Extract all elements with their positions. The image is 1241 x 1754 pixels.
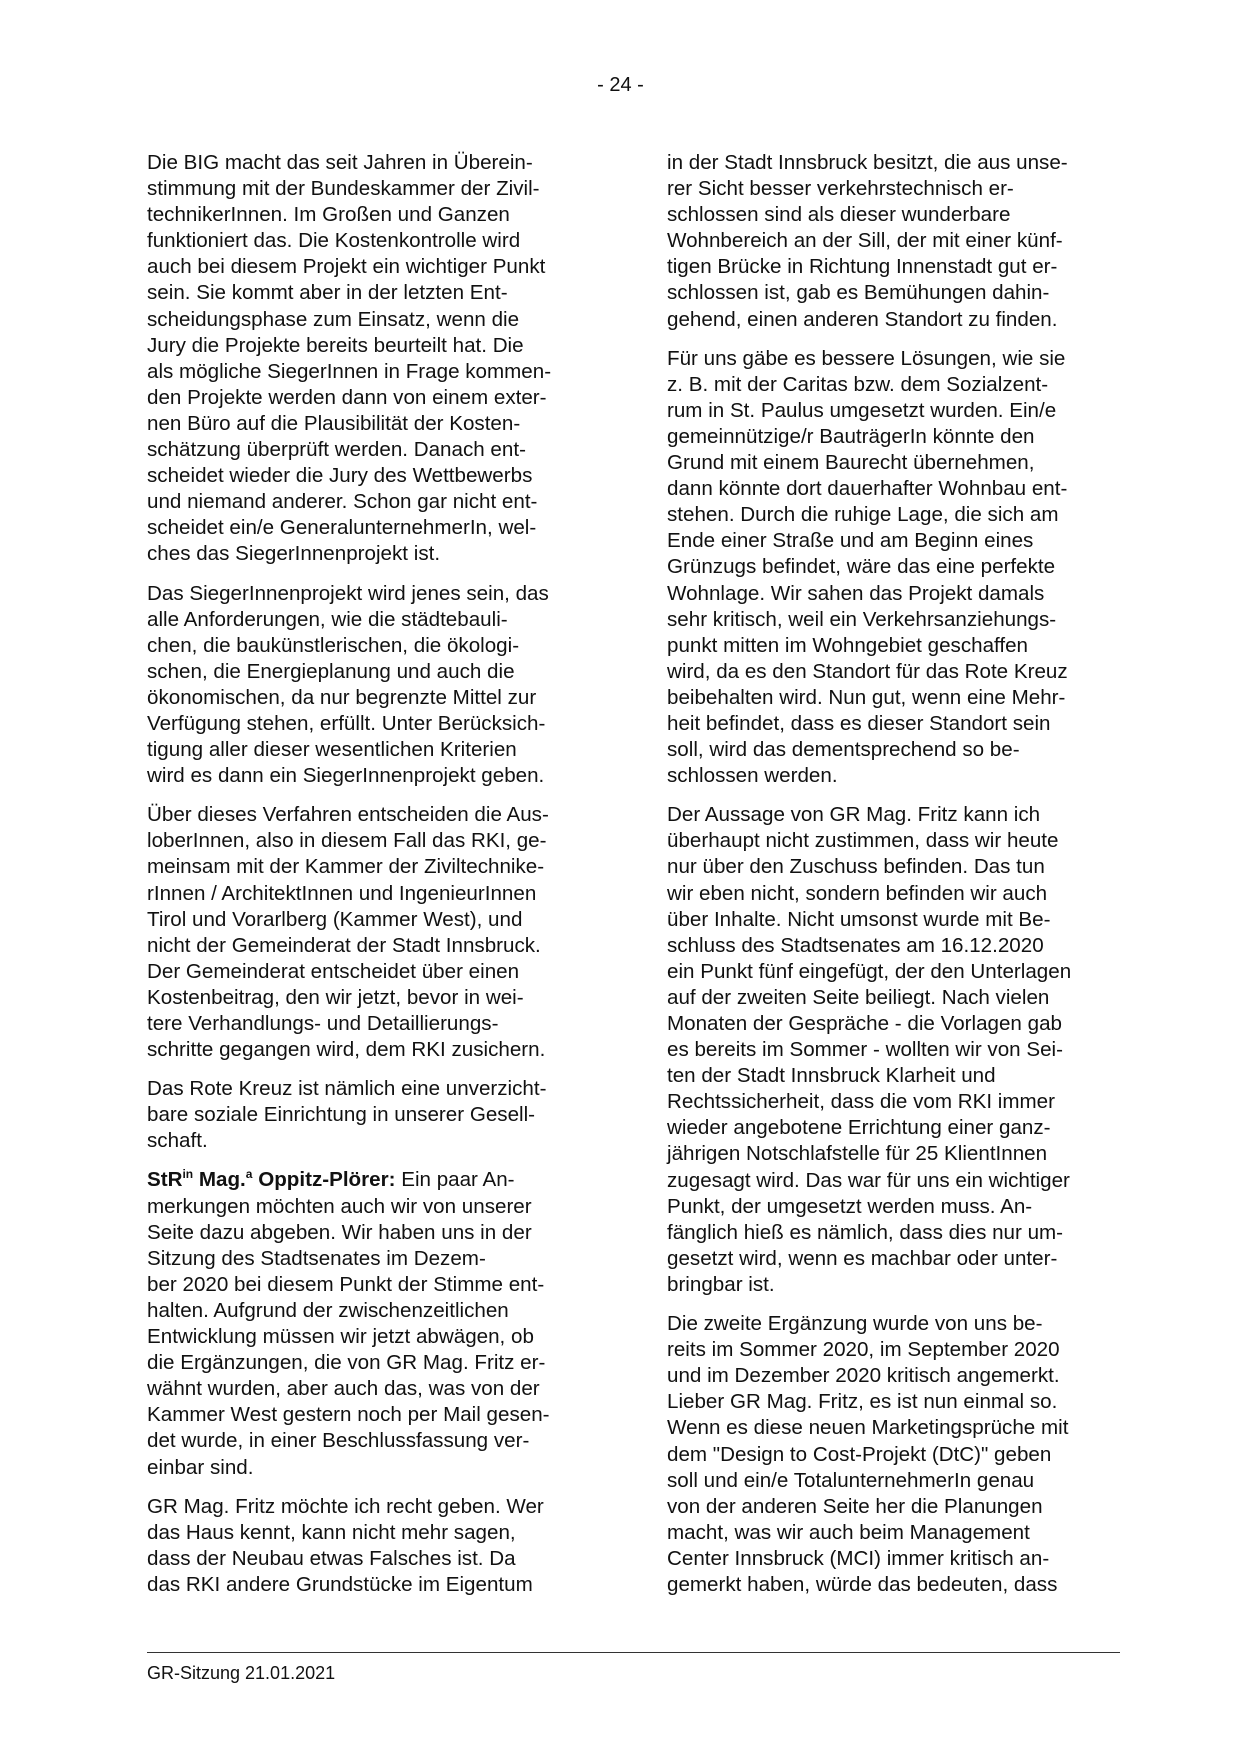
text-line: schen, die Energieplanung und auch die xyxy=(147,659,515,683)
text-line: macht, was wir auch beim Management xyxy=(667,1520,1030,1544)
text-line: schätzung überprüft werden. Danach ent- xyxy=(147,438,526,462)
speaker-prefix: StR xyxy=(147,1168,183,1192)
speaker-line xyxy=(147,1167,602,1193)
text-line: stimmung mit der Bundeskammer der Zivil- xyxy=(147,177,540,201)
text-line: fänglich hieß es nämlich, dass dies nur um- xyxy=(667,1220,1064,1244)
text-line: Für uns gäbe es bessere Lösungen, wie sie xyxy=(667,346,1066,370)
text-line: rer Sicht besser verkehrstechnisch er- xyxy=(667,177,1014,201)
text-line: schlossen ist, gab es Bemühungen dahin- xyxy=(667,281,1050,305)
text-line: reits im Sommer 2020, im September 2020 xyxy=(667,1338,1060,1362)
text-line: dem "Design to Cost-Projekt (DtC)" geben xyxy=(667,1442,1052,1466)
text-line: Kammer West gestern noch per Mail gesen- xyxy=(147,1403,550,1427)
footer-divider xyxy=(147,1652,1120,1653)
text-line: als mögliche SiegerInnen in Frage kommen- xyxy=(147,359,552,383)
right-column xyxy=(667,150,1120,1611)
text-line: das RKI andere Grundstücke im Eigentum xyxy=(147,1572,533,1596)
text-line: auf der zweiten Seite beiliegt. Nach vielen xyxy=(667,985,1050,1009)
text-line: technikerInnen. Im Großen und Ganzen xyxy=(147,203,510,227)
text-line: schaft. xyxy=(147,1129,208,1153)
text-line: Das SiegerInnenprojekt wird jenes sein, das xyxy=(147,581,549,605)
text-line: rum in St. Paulus umgesetzt wurden. Ein/e xyxy=(667,398,1057,422)
text-line: einbar sind. xyxy=(147,1455,254,1479)
text-line: tigung aller dieser wesentlichen Kriterien xyxy=(147,738,517,762)
text-line: den Projekte werden dann von einem exter- xyxy=(147,385,547,409)
text-line: ches das SiegerInnenprojekt ist. xyxy=(147,542,441,566)
text-line: Der Aussage von GR Mag. Fritz kann ich xyxy=(667,803,1041,827)
text-line: scheidet ein/e GeneralunternehmerIn, wel- xyxy=(147,516,537,540)
text-line: Rechtssicherheit, dass die vom RKI immer xyxy=(667,1090,1055,1114)
paragraph xyxy=(147,802,602,1063)
text-line: z. B. mit der Caritas bzw. dem Sozialzent- xyxy=(667,372,1049,396)
speaker-title: Mag. xyxy=(193,1168,246,1192)
text-line: nur über den Zuschuss befinden. Das tun xyxy=(667,855,1045,879)
text-line: zugesagt wird. Das war für uns ein wichtiger xyxy=(667,1168,1070,1192)
text-line: es bereits im Sommer - wollten wir von Sei- xyxy=(667,1038,1063,1062)
paragraph xyxy=(667,802,1120,1298)
text-line: Das Rote Kreuz ist nämlich eine unverzicht- xyxy=(147,1077,547,1101)
text-line: gehend, einen anderen Standort zu finden. xyxy=(667,307,1058,331)
text-line: Wenn es diese neuen Marketingsprüche mit xyxy=(667,1416,1069,1440)
text-line: Grünzugs befindet, wäre das eine perfekte xyxy=(667,555,1056,579)
text-line: dass der Neubau etwas Falsches ist. Da xyxy=(147,1546,516,1570)
page-number: - 24 - xyxy=(597,74,644,96)
text-line: Verfügung stehen, erfüllt. Unter Berücksich- xyxy=(147,711,546,735)
text-line: sehr kritisch, weil ein Verkehrsanziehungs- xyxy=(667,607,1057,631)
text-line: Center Innsbruck (MCI) immer kritisch an- xyxy=(667,1546,1050,1570)
left-column xyxy=(147,150,602,1611)
text-line: bare soziale Einrichtung in unserer Gesell- xyxy=(147,1103,536,1127)
paragraph xyxy=(147,150,602,568)
text-line: merkungen möchten auch wir von unserer xyxy=(147,1194,532,1218)
footer-session-date: GR-Sitzung 21.01.2021 xyxy=(147,1663,336,1683)
text-line: gemeinnützige/r BauträgerIn könnte den xyxy=(667,424,1035,448)
text-line: überhaupt nicht zustimmen, dass wir heute xyxy=(667,829,1059,853)
text-line: Kostenbeitrag, den wir jetzt, bevor in wei- xyxy=(147,985,524,1009)
text-line: schritte gegangen wird, dem RKI zusichern. xyxy=(147,1038,546,1062)
text-line: halten. Aufgrund der zwischenzeitlichen xyxy=(147,1298,509,1322)
text-line: beibehalten wird. Nun gut, wenn eine Mehr- xyxy=(667,685,1066,709)
text-line: Sitzung des Stadtsenates im Dezem- xyxy=(147,1246,486,1270)
text-line: wird es dann ein SiegerInnenprojekt geben. xyxy=(147,764,545,788)
text-line: ein Punkt fünf eingefügt, der den Unterlagen xyxy=(667,959,1072,983)
text-line: das Haus kennt, kann nicht mehr sagen, xyxy=(147,1520,516,1544)
text-line: wir eben nicht, sondern befinden wir auch xyxy=(667,881,1048,905)
text-line: bringbar ist. xyxy=(667,1272,775,1296)
text-line: scheidet wieder die Jury des Wettbewerbs xyxy=(147,464,533,488)
text-line: auch bei diesem Projekt ein wichtiger Punkt xyxy=(147,255,546,279)
text-line: nicht der Gemeinderat der Stadt Innsbruck. xyxy=(147,933,541,957)
text-line: Die BIG macht das seit Jahren in Überein- xyxy=(147,151,533,174)
text-line: über Inhalte. Nicht umsonst wurde mit Be- xyxy=(667,907,1051,931)
text-line: und niemand anderer. Schon gar nicht ent- xyxy=(147,490,538,514)
paragraph xyxy=(147,1167,602,1480)
text-line: Seite dazu abgeben. Wir haben uns in der xyxy=(147,1220,532,1244)
text-line: wähnt wurden, aber auch das, was von der xyxy=(147,1377,540,1401)
text-line: schlossen sind als dieser wunderbare xyxy=(667,203,1011,227)
text-line: Lieber GR Mag. Fritz, es ist nun einmal so. xyxy=(667,1390,1058,1414)
text-line: tigen Brücke in Richtung Innenstadt gut er- xyxy=(667,255,1058,279)
speaker-sup: in xyxy=(182,1166,194,1181)
text-line: det wurde, in einer Beschlussfassung ver- xyxy=(147,1429,530,1453)
paragraph xyxy=(147,1076,602,1154)
paragraph xyxy=(147,581,602,790)
text-line: Entwicklung müssen wir jetzt abwägen, ob xyxy=(147,1325,534,1349)
paragraph xyxy=(147,1494,602,1598)
speaker-surname: Oppitz-Plörer: xyxy=(252,1168,396,1192)
paragraph xyxy=(667,150,1120,333)
text-line: Wohnbereich an der Sill, der mit einer künf- xyxy=(667,229,1063,253)
text-line: funktioniert das. Die Kostenkontrolle wird xyxy=(147,229,521,253)
text-line: scheidungsphase zum Einsatz, wenn die xyxy=(147,307,520,331)
text-line: rInnen / ArchitektInnen und IngenieurInnen xyxy=(147,881,537,905)
text-line: heit befindet, dass es dieser Standort sein xyxy=(667,711,1051,735)
text-line: Punkt, der umgesetzt werden muss. An- xyxy=(667,1194,1033,1218)
paragraph xyxy=(667,346,1120,790)
text-line: in der Stadt Innsbruck besitzt, die aus unse- xyxy=(667,151,1068,174)
text-line: ökonomischen, da nur begrenzte Mittel zur xyxy=(147,685,537,709)
text-line: Der Gemeinderat entscheidet über einen xyxy=(147,959,520,983)
speaker-text-start: Ein paar An- xyxy=(395,1168,515,1192)
text-line: wieder angebotene Errichtung einer ganz- xyxy=(667,1116,1051,1140)
text-line: schlossen werden. xyxy=(667,764,838,788)
text-line: Monaten der Gespräche - die Vorlagen gab xyxy=(667,1012,1062,1035)
paragraph xyxy=(667,1311,1120,1598)
speaker-name xyxy=(147,1168,395,1191)
text-line: schluss des Stadtsenates am 16.12.2020 xyxy=(667,933,1044,957)
text-line: Über dieses Verfahren entscheiden die Aus- xyxy=(147,803,549,827)
text-line: die Ergänzungen, die von GR Mag. Fritz er- xyxy=(147,1351,546,1375)
text-line: chen, die baukünstlerischen, die ökologi- xyxy=(147,633,520,657)
text-line: Ende einer Straße und am Beginn eines xyxy=(667,529,1034,553)
text-line: von der anderen Seite her die Planungen xyxy=(667,1494,1043,1518)
text-line: Grund mit einem Baurecht übernehmen, xyxy=(667,451,1035,475)
text-line: und im Dezember 2020 kritisch angemerkt. xyxy=(667,1364,1060,1388)
text-line: dann könnte dort dauerhafter Wohnbau ent- xyxy=(667,477,1068,501)
text-line: Die zweite Ergänzung wurde von uns be- xyxy=(667,1312,1043,1336)
text-line: jährigen Notschlafstelle für 25 KlientInnen xyxy=(667,1142,1048,1166)
text-line: ber 2020 bei diesem Punkt der Stimme ent- xyxy=(147,1272,545,1296)
text-line: Tirol und Vorarlberg (Kammer West), und xyxy=(147,907,523,931)
text-line: soll und ein/e TotalunternehmerIn genau xyxy=(667,1468,1035,1492)
text-line: alle Anforderungen, wie die städtebauli- xyxy=(147,607,508,631)
text-line: ten der Stadt Innsbruck Klarheit und xyxy=(667,1064,996,1088)
speaker-sup: a xyxy=(245,1166,253,1181)
text-line: gesetzt wird, wenn es machbar oder unter- xyxy=(667,1246,1058,1270)
text-line: nen Büro auf die Plausibilität der Kosten- xyxy=(147,411,521,435)
text-line: stehen. Durch die ruhige Lage, die sich am xyxy=(667,503,1059,527)
text-line: wird, da es den Standort für das Rote Kreuz xyxy=(667,659,1068,683)
text-line: gemerkt haben, würde das bedeuten, dass xyxy=(667,1572,1058,1596)
text-line: soll, wird das dementsprechend so be- xyxy=(667,738,1020,762)
text-line: punkt mitten im Wohngebiet geschaffen xyxy=(667,633,1028,657)
text-line: Jury die Projekte bereits beurteilt hat. Die xyxy=(147,333,524,357)
text-line: GR Mag. Fritz möchte ich recht geben. Wer xyxy=(147,1494,544,1518)
text-line: loberInnen, also in diesem Fall das RKI, ge- xyxy=(147,829,547,853)
text-line: meinsam mit der Kammer der Ziviltechnike- xyxy=(147,855,545,879)
text-line: Wohnlage. Wir sahen das Projekt damals xyxy=(667,581,1045,605)
text-line: sein. Sie kommt aber in der letzten Ent- xyxy=(147,281,508,305)
text-line: tere Verhandlungs- und Detaillierungs- xyxy=(147,1012,499,1035)
